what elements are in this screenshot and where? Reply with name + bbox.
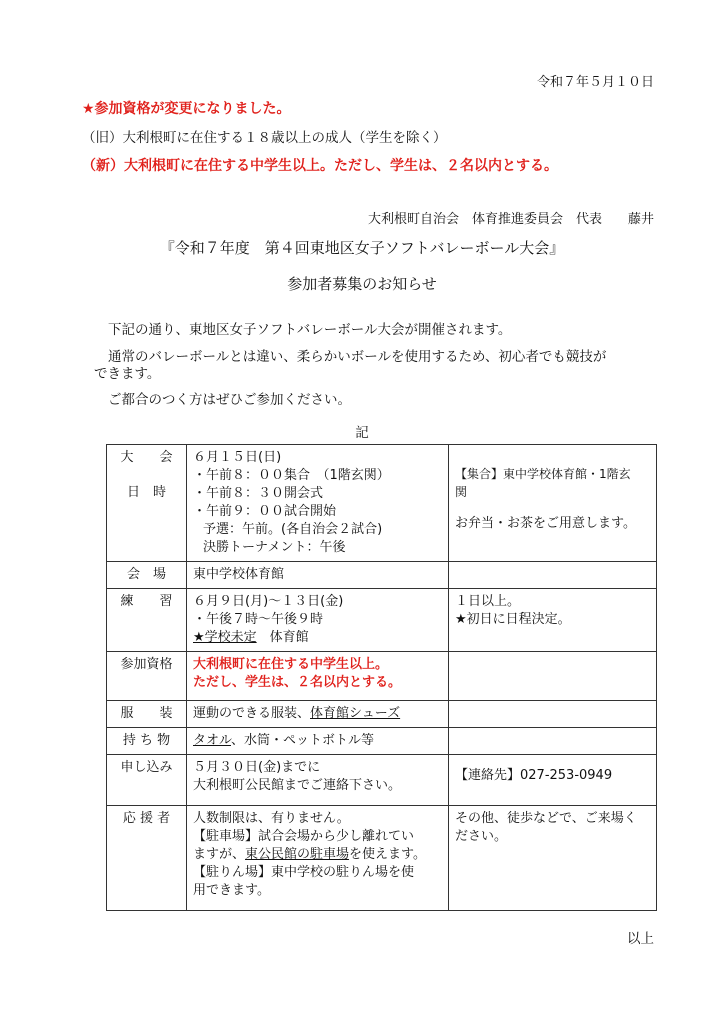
new-eligibility-rule: （新）大利根町に在住する中学生以上。ただし、学生は、２名以内とする。: [82, 158, 558, 174]
support-details: [187, 806, 449, 911]
change-notice: ★参加資格が変更になりました。: [82, 101, 291, 117]
datetime-line: ６月１５日(日): [193, 450, 282, 465]
label-practice: 練 習: [107, 589, 187, 652]
practice-location: [193, 629, 442, 647]
label-datetime-bottom: 日 時: [126, 485, 166, 500]
support-line-4: 【駐りん場】東中学校の駐りん場を使: [193, 865, 415, 880]
label-apply: 申し込み: [107, 755, 187, 806]
table-row-venue: [107, 562, 657, 589]
apply-phone: 【連絡先】027-253-0949: [449, 755, 657, 806]
eligibility-note-empty: [449, 652, 657, 701]
items-note-empty: [449, 728, 657, 755]
support-line-2: 【駐車場】試合会場から少し離れてい: [193, 829, 415, 844]
label-support: 応 援 者: [107, 806, 187, 911]
support-note-2: ださい。: [455, 829, 508, 844]
datetime-line: 決勝トーナメント：午後: [203, 540, 346, 555]
label-datetime: [107, 445, 187, 562]
old-eligibility-rule: （旧）大利根町に在住する１８歳以上の成人（学生を除く）: [82, 130, 447, 146]
eligibility-line-2: ただし、学生は、２名以内とする。: [193, 675, 402, 690]
eligibility-details: [187, 652, 449, 701]
table-row-apply: [107, 755, 657, 806]
intro-paragraph-3: ご都合のつく方はぜひご参加ください。: [108, 392, 351, 408]
ki-heading: 記: [355, 425, 369, 441]
support-line-5: 用できます。: [193, 883, 270, 898]
table-row-eligibility: [107, 652, 657, 701]
event-subtitle: 参加者募集のお知らせ: [287, 275, 437, 293]
support-parking-link: 東公民館の駐車場: [245, 847, 350, 862]
clothing-plain: 運動のできる服装、: [193, 706, 311, 721]
event-details-table: [106, 444, 657, 911]
datetime-line: 予選：午前。(各自治会２試合): [203, 522, 383, 537]
label-datetime-top: 大 会: [120, 450, 173, 465]
intro-paragraph-2-continued: できます。: [94, 366, 161, 382]
organizer-line: 大利根町自治会 体育推進委員会 代表 藤井: [367, 212, 654, 227]
venue-note-empty: [449, 562, 657, 589]
practice-time: ・午後７時～午後９時: [193, 612, 324, 627]
apply-deadline: ５月３０日(金)までに: [193, 760, 321, 775]
intro-paragraph-2: 通常のバレーボールとは違い、柔らかいボールを使用するため、初心者でも競技が: [108, 349, 607, 365]
support-notes: [449, 806, 657, 911]
support-line-3a: ますが、: [193, 847, 246, 862]
datetime-line: ・午前８：００集合 （1階玄関）: [193, 468, 390, 483]
support-line-3b: を使えます。: [349, 847, 426, 862]
datetime-line: ・午前８：３０開会式: [193, 486, 324, 501]
label-venue: 会 場: [107, 562, 187, 589]
items-towel: タオル: [193, 733, 231, 748]
assembly-note: 【集合】東中学校体育館・1階玄: [455, 467, 631, 481]
event-title: 『令和７年度 第４回東地区女子ソフトバレーボール大会』: [159, 239, 565, 257]
practice-note-1: １日以上。: [455, 594, 521, 609]
datetime-line: ・午前９：００試合開始: [193, 504, 337, 519]
practice-school-undecided: ★学校未定: [193, 630, 257, 645]
table-row-datetime: [107, 445, 657, 562]
practice-gym: 体育館: [256, 630, 309, 645]
items-value: [187, 728, 449, 755]
label-items: 持 ち 物: [107, 728, 187, 755]
intro-paragraph-1: 下記の通り、東地区女子ソフトバレーボール大会が開催されます。: [108, 322, 512, 338]
support-line-1: 人数制限は、有りません。: [193, 811, 350, 826]
datetime-notes: [449, 445, 657, 562]
apply-contact: 大利根町公民館までご連絡下さい。: [193, 778, 402, 793]
end-mark: 以上: [627, 931, 654, 947]
eligibility-line-1: 大利根町に在住する中学生以上。: [193, 657, 389, 672]
clothing-note-empty: [449, 701, 657, 728]
clothing-shoes: 体育館シューズ: [310, 706, 401, 721]
document-date: 令和７年５月１０日: [536, 75, 654, 90]
table-row-practice: [107, 589, 657, 652]
support-line-3: [193, 846, 442, 864]
support-note-1: その他、徒歩などで、ご来場く: [455, 811, 637, 826]
practice-note-2: ★初日に日程決定。: [455, 612, 571, 627]
clothing-value: [187, 701, 449, 728]
practice-dates: ６月９日(月)～１３日(金): [193, 594, 344, 609]
table-row-clothing: [107, 701, 657, 728]
label-clothing: 服 装: [107, 701, 187, 728]
label-eligibility: 参加資格: [107, 652, 187, 701]
assembly-note-continued: 関: [455, 485, 468, 499]
table-row-support: [107, 806, 657, 911]
table-row-items: [107, 728, 657, 755]
apply-details: [187, 755, 449, 806]
venue-value: 東中学校体育館: [187, 562, 449, 589]
items-rest: 、水筒・ペットボトル等: [230, 733, 374, 748]
practice-details: [187, 589, 449, 652]
practice-notes: [449, 589, 657, 652]
datetime-details: [187, 445, 449, 562]
lunch-note: お弁当・お茶をご用意します。: [455, 516, 636, 531]
